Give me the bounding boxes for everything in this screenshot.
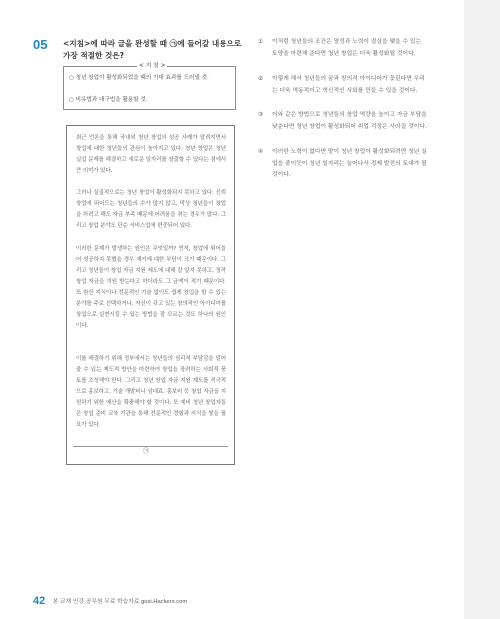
condition-item: ○ 비유법과 대구법을 활용할 것. <box>69 97 148 103</box>
option-number: ③ <box>258 112 264 118</box>
passage-paragraph-2: 그러나 실질적으로는 청년 창업이 활성화되지 못하고 있다. 신뢰 창업에 뛰어드는 청년들의 수가 많지 않고, 막상 청년들이 창업을 하려고 해도 자금 부족 때문에 어려움을 겪는 경우가 많다. 그리고 창업 분야도 단순 서비스업에 편중되어 있다. <box>76 190 226 229</box>
option-text: 이러한 노력이 없다면 밭이 청년 창업이 활성화되려면 청년 실업을 줄이듯이 청년 일자리는 늘어나서 경제 발전의 토대가 될 것이다. <box>272 149 427 178</box>
page-number: 42 <box>33 595 46 607</box>
page-footer <box>33 591 187 609</box>
blank-row <box>73 446 228 457</box>
question-number: 05 <box>33 37 48 52</box>
question-text: <지침>에 따라 글을 완성할 때 ㉠에 들어갈 내용으로 가장 적절한 것은? <box>63 39 242 60</box>
conditions-title: < 지 침 > <box>139 63 166 69</box>
blank-mark: ㉠ <box>143 448 150 455</box>
passage-paragraph-4: 이를 해결하기 위해 정부에서는 청년들의 심리적 부담감을 덜어줄 수 있는 제도적 방안을 마련하여 창업을 장려하는 사회적 풍토를 조성해야 한다. 그리고 청년 창업 자금 지원 제도를 적극적으로 홍보하고, 기술 개발비나 임대료, 홍보비 등 창업 자금을 지원하기 위한 예산을 확충해야 할 것이다. 또 예비 청년 창업자들은 창업 준비 교육 기관을 통해 전문적인 경험과 지식을 쌓을 필요가 있다. <box>76 356 226 428</box>
option-text: 이렇게 해서 청년들의 꿈과 창의적 아이디어가 꽃핀다면 우리는 더욱 역동적이고 혁신적인 사회를 만들 수 있을 것이다. <box>272 76 425 94</box>
option-text: 이와 같은 방법으로 청년들의 창업 역량을 높이고 자금 부담을 낮춘다면 청년 창업이 활성화되어 취업 걱정은 사라질 것이다. <box>272 112 427 130</box>
option-text: 이처럼 청년들의 조건은 열정과 노력이 결실을 맺을 수 있는 토양을 마련해 준다면 청년 창업은 더욱 활성화될 것이다. <box>272 39 422 57</box>
footer-text: 본 교재 인강·공무원 무료 학습자료 gosi.Hackers.com <box>52 599 188 605</box>
condition-item: ○ 청년 창업이 활성화되었을 때의 기대 효과를 드러낼 것. <box>69 75 209 81</box>
option-number: ① <box>258 39 264 45</box>
passage-paragraph-1: 최근 언론을 통해 국내외 청년 창업의 성공 사례가 알려지면서 창업에 대한 청년들의 관심이 높아지고 있다. 청년 창업은 청년 실업 문제를 해결하고 새로운 일자리를 창출할 수 있다는 점에서 큰 의미가 있다. <box>76 135 226 174</box>
passage-box <box>66 125 235 465</box>
side-margin-bar <box>464 0 500 619</box>
conditions-box <box>63 63 236 110</box>
option-number: ② <box>258 76 264 82</box>
passage-paragraph-3: 이러한 문제가 발생하는 원인은 무엇일까? 먼저, 창업에 뛰어들어 성공하지 못했을 경우 재기에 대한 부담이 크기 때문이다. 그리고 청년들이 창업 자금 지원 제도에 대해 잘 알지 못하고, 정작 창업 자금을 지원 받는다고 하더라도 그 금액이 적기 때문이다. 또 참신 지식이나 전문적인 기술 없이도 쉽게 창업을 할 수 있는 분야를 주로 선택하거나, 자신이 갖고 있는 창의적인 아이디어를 창업으로 실현시킬 수 있는 방법을 잘 모르는 것도 하나의 원인이다. <box>76 246 226 329</box>
option-number: ④ <box>258 149 264 155</box>
